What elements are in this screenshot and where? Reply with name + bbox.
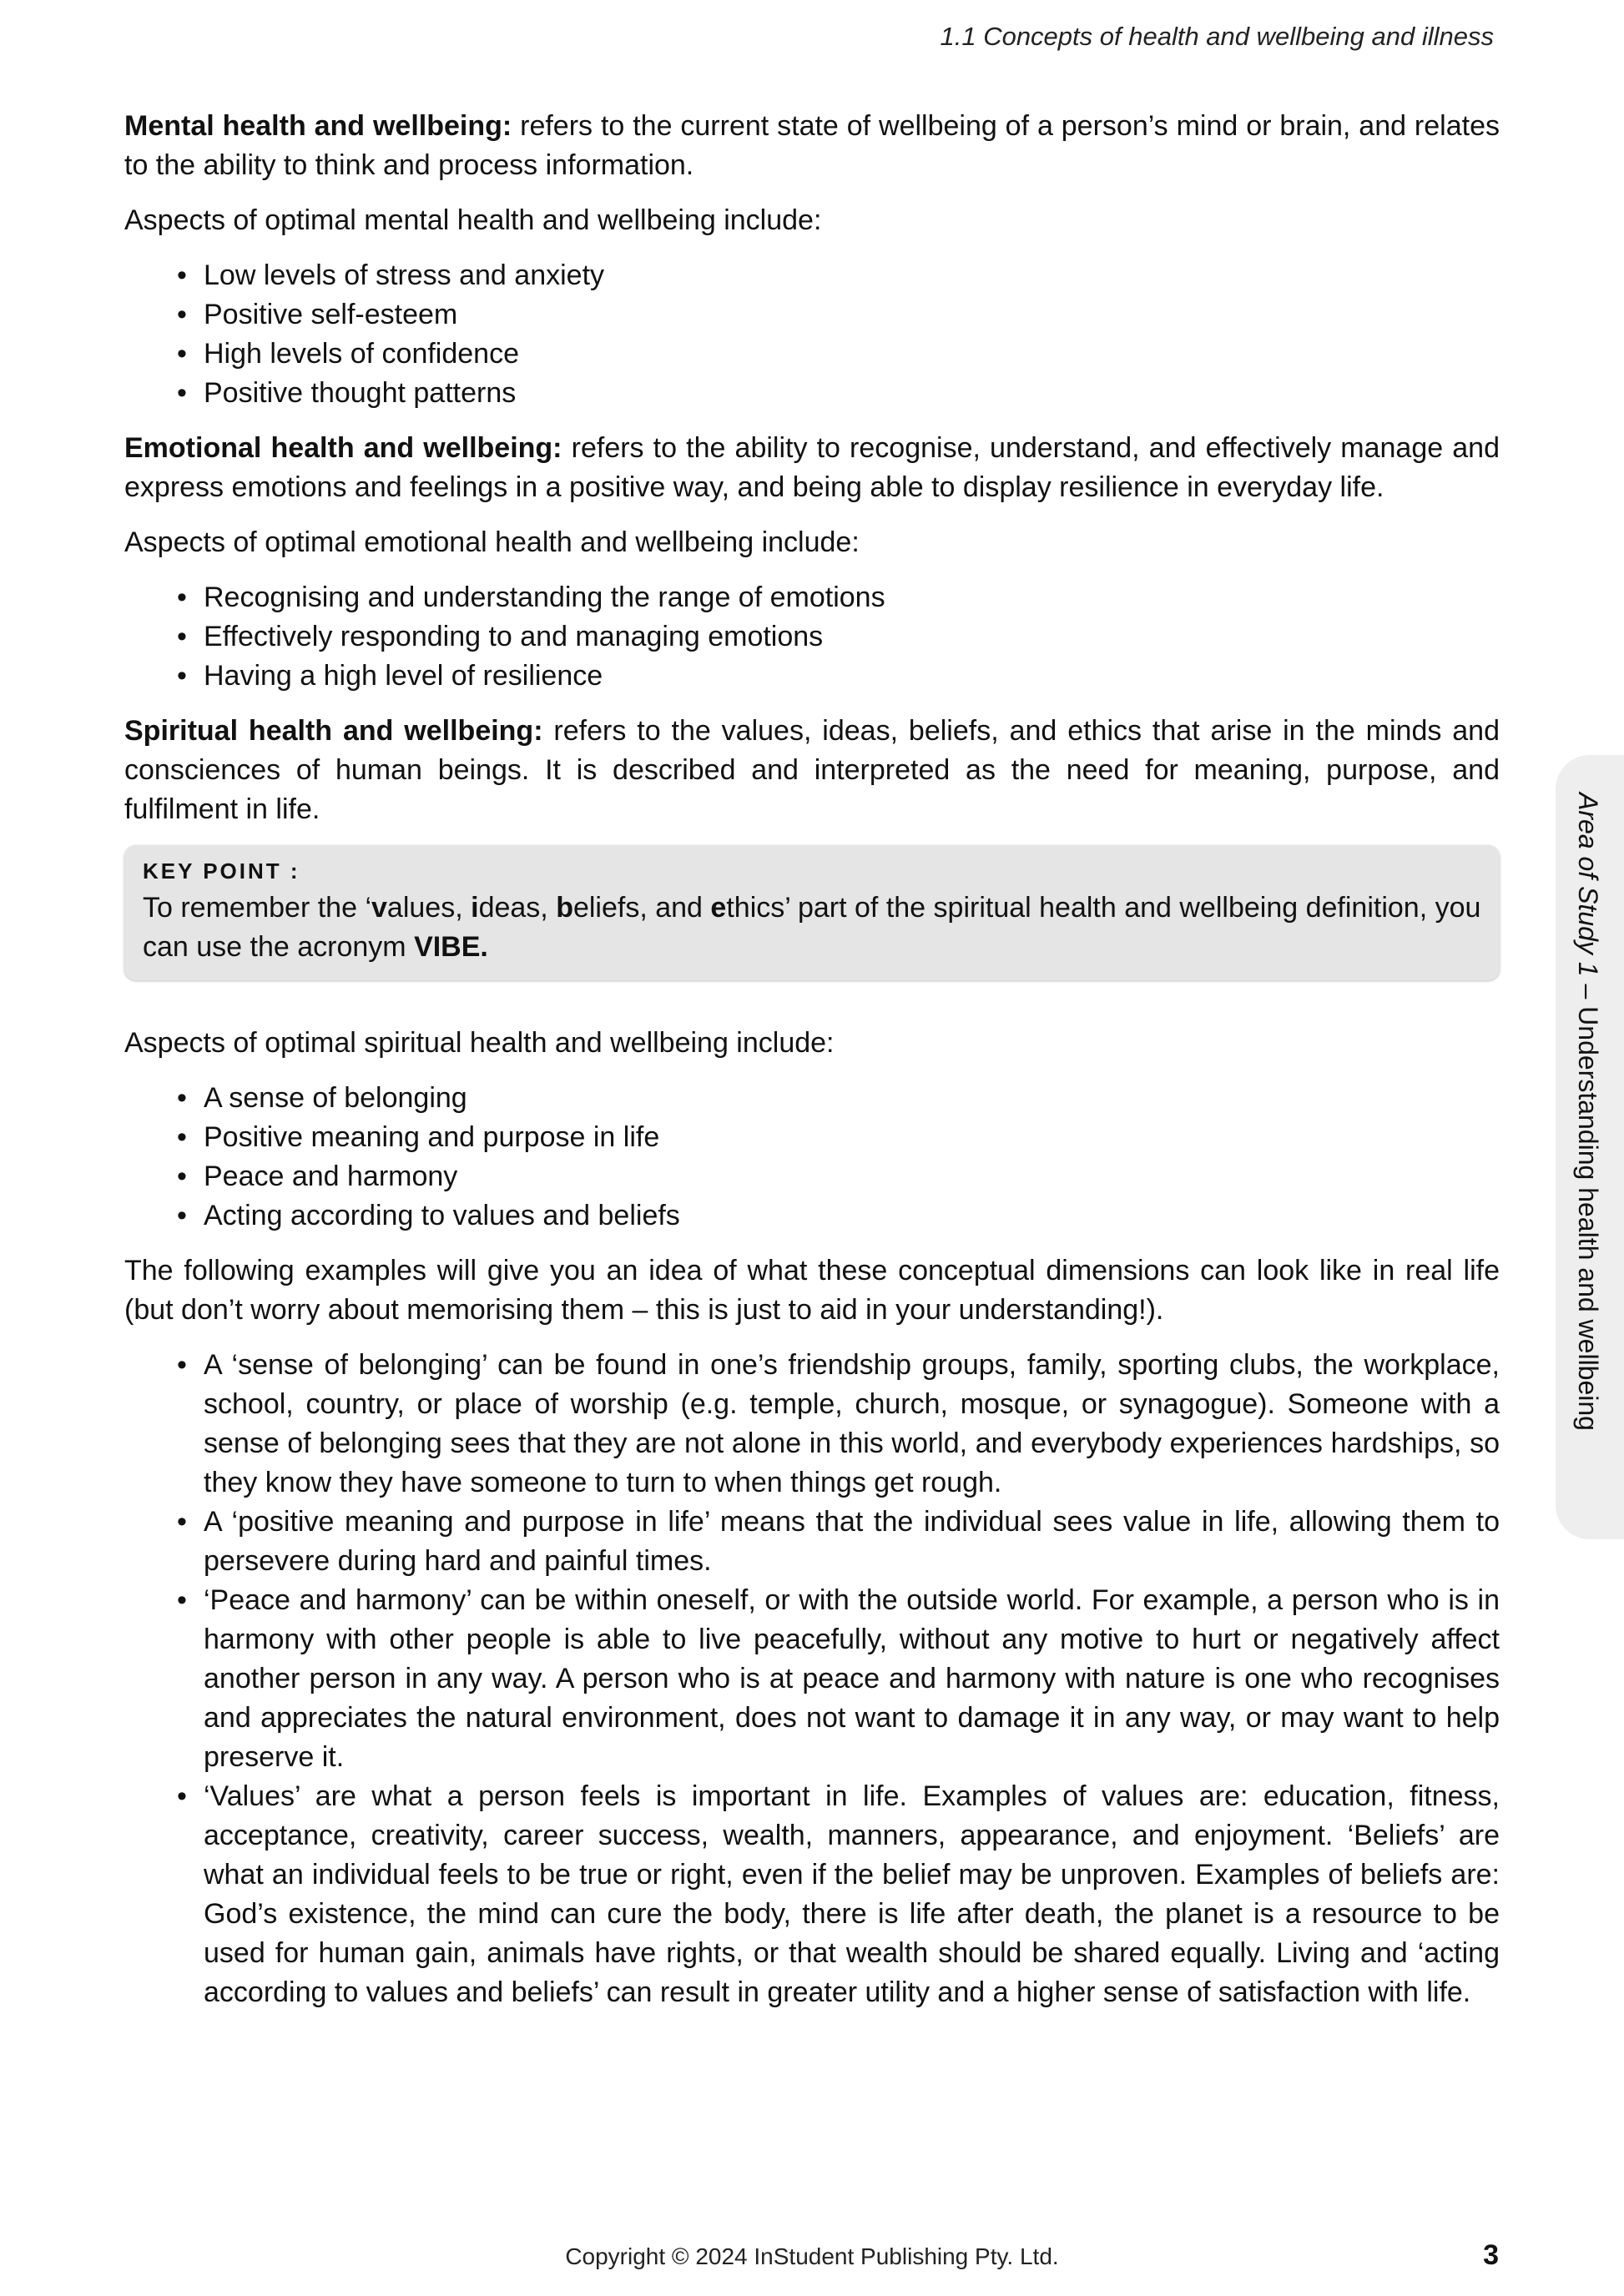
key-point-box: [124, 845, 1500, 980]
examples-list: [124, 1346, 1500, 2012]
spiritual-definition: Spiritual health and wellbeing: refers to the values, ideas, beliefs, and ethics that arise in the minds and consciences of human beings. It is described and interpreted as the need for meaning, purpose, and fulfilment in life.: [124, 715, 1500, 825]
emotional-definition: Emotional health and wellbeing: refers to the ability to recognise, understand, and effectively manage and express emotions and feelings in a positive way, and being able to display resilience in everyday life.: [124, 432, 1500, 503]
list-item: • High levels of confidence: [204, 335, 1500, 374]
spiritual-term: Spiritual health and wellbeing:: [124, 715, 543, 747]
mental-aspects-list: [124, 256, 1500, 413]
side-tab: [1556, 755, 1624, 1539]
footer-copyright: Copyright © 2024 InStudent Publishing Pty. Ltd.: [565, 2243, 1059, 2269]
emotional-term: Emotional health and wellbeing:: [124, 432, 562, 464]
list-item: • A ‘positive meaning and purpose in life’ means that the individual sees value in life, allowing them to persevere during hard and painful times.: [204, 1503, 1500, 1581]
mental-aspects-intro: Aspects of optimal mental health and wellbeing include:: [124, 204, 822, 236]
page-number: 3: [1483, 2239, 1499, 2271]
emotional-aspects-intro: Aspects of optimal emotional health and wellbeing include:: [124, 526, 860, 558]
mental-term: Mental health and wellbeing:: [124, 110, 512, 142]
list-item: • Having a high level of resilience: [204, 657, 1500, 696]
key-point-text: To remember the ‘values, ideas, beliefs, and ethics’ part of the spiritual health and wellbeing definition, you can use the acronym VIBE.: [143, 892, 1481, 963]
spiritual-aspects-list: [124, 1079, 1500, 1236]
list-item: • Acting according to values and beliefs: [204, 1196, 1500, 1236]
side-tab-label: Area of Study 1 – Understanding health and wellbeing: [1573, 793, 1603, 1431]
acronym: VIBE.: [414, 931, 488, 963]
list-item: • ‘Peace and harmony’ can be within oneself, or with the outside world. For example, a person who is in harmony with other people is able to live peacefully, without any motive to hurt or negatively affect another person in any way. A person who is at peace and harmony with nature is one who recognises and appreciates the natural environment, does not want to damage it in any way, or may want to help preserve it.: [204, 1581, 1500, 1777]
spiritual-aspects-intro: Aspects of optimal spiritual health and wellbeing include:: [124, 1027, 835, 1059]
list-item: • ‘Values’ are what a person feels is important in life. Examples of values are: education, fitness, acceptance, creativity, career success, wealth, manners, appearance, and enjoyment. ‘Beliefs’ are what an individual feels to be true or right, even if the belief may be unproven. Examples of beliefs are: God’s existence, the mind can cure the body, there is life after death, the planet is a resource to be used for human gain, animals have rights, or that wealth should be shared equally. Living and ‘acting according to values and beliefs’ can result in greater utility and a higher sense of satisfaction with life.: [204, 1777, 1500, 2012]
page-content: [124, 107, 1500, 2028]
key-point-title: KEY POINT :: [143, 858, 300, 884]
emotional-aspects-list: [124, 578, 1500, 696]
list-item: • Positive self-esteem: [204, 295, 1500, 335]
examples-intro: The following examples will give you an idea of what these conceptual dimensions can look like in real life (but don’t worry about memorising them – this is just to aid in your understanding!).: [124, 1255, 1500, 1326]
list-item: • Recognising and understanding the range of emotions: [204, 578, 1500, 617]
list-item: • A ‘sense of belonging’ can be found in one’s friendship groups, family, sporting clubs, the workplace, school, country, or place of worship (e.g. temple, church, mosque, or synagogue). Someone with a sense of belonging sees that they are not alone in this world, and everybody experiences hardships, so they know they have someone to turn to when things get rough.: [204, 1346, 1500, 1503]
running-header: 1.1 Concepts of health and wellbeing and illness: [940, 22, 1494, 51]
list-item: • Effectively responding to and managing emotions: [204, 617, 1500, 657]
mental-definition: Mental health and wellbeing: refers to the current state of wellbeing of a person’s mind or brain, and relates to the ability to think and process information.: [124, 110, 1500, 181]
list-item: • Positive meaning and purpose in life: [204, 1118, 1500, 1157]
list-item: • Positive thought patterns: [204, 374, 1500, 413]
list-item: • Peace and harmony: [204, 1157, 1500, 1196]
list-item: • A sense of belonging: [204, 1079, 1500, 1118]
list-item: • Low levels of stress and anxiety: [204, 256, 1500, 295]
